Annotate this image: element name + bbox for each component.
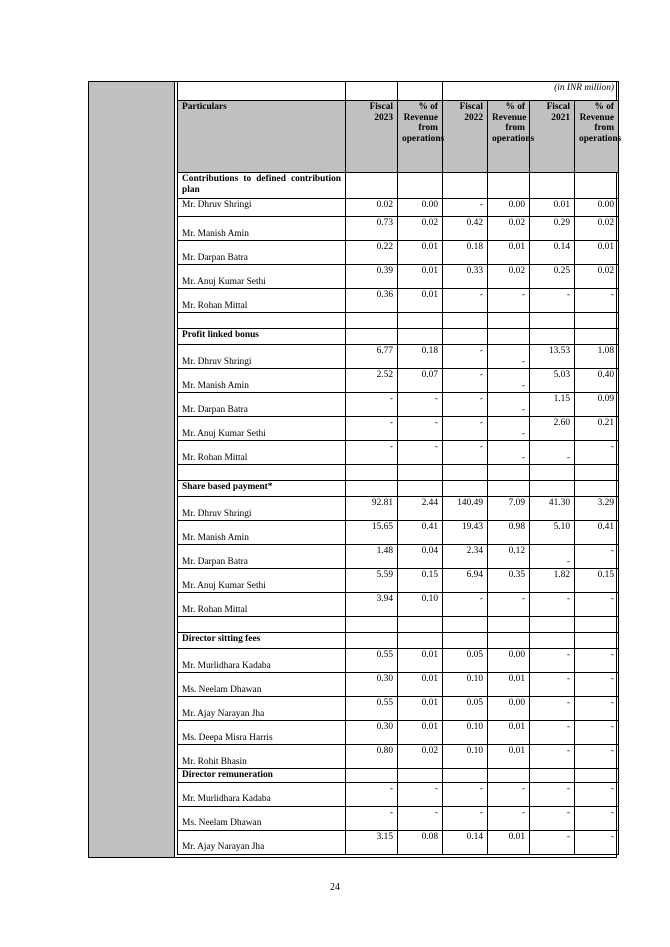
value-cell: 0.01	[488, 673, 530, 697]
value-cell: -	[488, 593, 530, 617]
value-cell: 0.01	[575, 241, 619, 265]
row-label: Mr. Rohan Mittal	[178, 593, 346, 617]
table-row	[178, 417, 619, 441]
row-label: Mr. Darpan Batra	[178, 241, 346, 265]
row-label: Mr. Murlidhara Kadaba	[178, 782, 346, 806]
value-cell: 0.22	[346, 241, 398, 265]
table-row	[178, 199, 619, 217]
value-cell: 0.10	[398, 593, 443, 617]
value-cell: 0.18	[443, 241, 488, 265]
value-cell: 0.01	[530, 199, 575, 217]
header-fiscal-2022: Fiscal 2022	[443, 101, 488, 173]
value-cell: 1.08	[575, 345, 619, 369]
value-cell: 0.00	[488, 199, 530, 217]
value-cell: 0.73	[346, 217, 398, 241]
value-cell: 2.34	[443, 545, 488, 569]
value-cell: -	[575, 721, 619, 745]
value-cell: 0.10	[443, 721, 488, 745]
value-cell: 1.48	[346, 545, 398, 569]
value-cell: 0.35	[488, 569, 530, 593]
value-cell: 0.30	[346, 673, 398, 697]
value-cell: 6.77	[346, 345, 398, 369]
value-cell: -	[575, 782, 619, 806]
value-cell: 0.01	[398, 265, 443, 289]
row-label: Mr. Rohit Bhasin	[178, 745, 346, 769]
value-cell: -	[488, 393, 530, 417]
value-cell: -	[575, 830, 619, 854]
value-cell: 0.18	[398, 345, 443, 369]
value-cell: 3.29	[575, 497, 619, 521]
value-cell: 0.02	[575, 265, 619, 289]
value-cell: -	[398, 806, 443, 830]
value-cell: -	[443, 289, 488, 313]
value-cell: 41.30	[530, 497, 575, 521]
value-cell: -	[575, 593, 619, 617]
value-cell: -	[575, 545, 619, 569]
value-cell: -	[488, 369, 530, 393]
value-cell: -	[530, 649, 575, 673]
row-label: Mr. Ajay Narayan Jha	[178, 697, 346, 721]
section-title: Profit linked bonus	[178, 329, 346, 345]
row-label: Mr. Ajay Narayan Jha	[178, 830, 346, 854]
table-row	[178, 569, 619, 593]
value-cell: 0.41	[398, 521, 443, 545]
section-title-row	[178, 481, 619, 497]
row-label: Mr. Manish Amin	[178, 217, 346, 241]
value-cell: 0.33	[443, 265, 488, 289]
value-cell: 0.01	[398, 241, 443, 265]
value-cell: 0.12	[488, 545, 530, 569]
value-cell: 0.04	[398, 545, 443, 569]
value-cell: 0.07	[398, 369, 443, 393]
value-cell: 140.49	[443, 497, 488, 521]
header-pct-2022: % of Revenue from operations	[488, 101, 530, 173]
table-row	[178, 289, 619, 313]
row-label: Mr. Darpan Batra	[178, 545, 346, 569]
value-cell: 5.10	[530, 521, 575, 545]
spacer-row	[178, 465, 619, 481]
value-cell: 0.15	[575, 569, 619, 593]
table-row	[178, 649, 619, 673]
row-label: Mr. Murlidhara Kadaba	[178, 649, 346, 673]
row-label: Ms. Neelam Dhawan	[178, 806, 346, 830]
value-cell: 0.10	[443, 673, 488, 697]
value-cell: 0.01	[398, 673, 443, 697]
value-cell: -	[443, 593, 488, 617]
value-cell: 19.43	[443, 521, 488, 545]
table-row	[178, 393, 619, 417]
value-cell: 2.60	[530, 417, 575, 441]
related-party-table	[177, 81, 622, 855]
value-cell: 5.03	[530, 369, 575, 393]
value-cell: -	[488, 782, 530, 806]
value-cell: 0.80	[346, 745, 398, 769]
value-cell: 0.30	[346, 721, 398, 745]
value-cell: 2.44	[398, 497, 443, 521]
value-cell: 0.01	[398, 649, 443, 673]
value-cell: -	[488, 441, 530, 465]
value-cell: -	[398, 782, 443, 806]
section-title-row	[178, 173, 619, 199]
value-cell: 0.14	[530, 241, 575, 265]
value-cell: 0.01	[488, 721, 530, 745]
value-cell: -	[443, 806, 488, 830]
row-label: Mr. Anuj Kumar Sethi	[178, 265, 346, 289]
value-cell: 0.05	[443, 649, 488, 673]
value-cell: 0.55	[346, 697, 398, 721]
table-row	[178, 806, 619, 830]
page-number: 24	[330, 882, 340, 893]
value-cell: 0.02	[575, 217, 619, 241]
value-cell: 0.40	[575, 369, 619, 393]
value-cell: 0.29	[530, 217, 575, 241]
value-cell: 0.00	[398, 199, 443, 217]
value-cell: 0.01	[488, 241, 530, 265]
value-cell: -	[398, 393, 443, 417]
value-cell: 0.39	[346, 265, 398, 289]
section-title-row	[178, 769, 619, 783]
value-cell: 0.05	[443, 697, 488, 721]
value-cell: 92.81	[346, 497, 398, 521]
header-pct-2021: % of Revenue from operations	[575, 101, 619, 173]
spacer-row	[178, 617, 619, 633]
value-cell: -	[443, 441, 488, 465]
row-label: Mr. Rohan Mittal	[178, 441, 346, 465]
value-cell: -	[488, 417, 530, 441]
value-cell: 7.09	[488, 497, 530, 521]
value-cell: -	[575, 697, 619, 721]
value-cell: 0.14	[443, 830, 488, 854]
value-cell: 0.98	[488, 521, 530, 545]
value-cell: 13.53	[530, 345, 575, 369]
value-cell: 0.02	[346, 199, 398, 217]
section-title-row	[178, 329, 619, 345]
row-label: Mr. Dhruv Shringi	[178, 345, 346, 369]
table-row	[178, 441, 619, 465]
table-row	[178, 265, 619, 289]
value-cell: 6.94	[443, 569, 488, 593]
value-cell: -	[443, 393, 488, 417]
value-cell: 0.08	[398, 830, 443, 854]
value-cell: 0.15	[398, 569, 443, 593]
value-cell: 0.01	[398, 289, 443, 313]
value-cell: 0.42	[443, 217, 488, 241]
value-cell: -	[530, 782, 575, 806]
row-label: Mr. Anuj Kumar Sethi	[178, 569, 346, 593]
row-label: Ms. Neelam Dhawan	[178, 673, 346, 697]
row-label: Mr. Manish Amin	[178, 369, 346, 393]
header-pct-2023: % of Revenue from operations	[398, 101, 443, 173]
value-cell: 1.82	[530, 569, 575, 593]
table-row	[178, 497, 619, 521]
value-cell: -	[530, 830, 575, 854]
value-cell: -	[530, 673, 575, 697]
value-cell: 3.94	[346, 593, 398, 617]
value-cell: -	[530, 697, 575, 721]
value-cell: 0.01	[398, 697, 443, 721]
value-cell: -	[398, 441, 443, 465]
value-cell: 0.09	[575, 393, 619, 417]
table-row	[178, 673, 619, 697]
value-cell: -	[575, 673, 619, 697]
section-title: Director remuneration	[178, 769, 346, 783]
value-cell: -	[346, 806, 398, 830]
value-cell: -	[346, 417, 398, 441]
value-cell: -	[575, 649, 619, 673]
value-cell: 0.36	[346, 289, 398, 313]
table-row	[178, 830, 619, 854]
value-cell: 0.10	[443, 745, 488, 769]
table-row	[178, 241, 619, 265]
row-label: Ms. Deepa Misra Harris	[178, 721, 346, 745]
value-cell: -	[443, 345, 488, 369]
table-row	[178, 782, 619, 806]
header-row	[178, 101, 619, 173]
value-cell: 2.52	[346, 369, 398, 393]
value-cell: -	[488, 345, 530, 369]
value-cell: 0.21	[575, 417, 619, 441]
value-cell: 0.01	[398, 721, 443, 745]
row-label: Mr. Manish Amin	[178, 521, 346, 545]
value-cell: 15.65	[346, 521, 398, 545]
table-row	[178, 745, 619, 769]
value-cell: 0.02	[398, 217, 443, 241]
section-title: Director sitting fees	[178, 633, 346, 649]
value-cell: -	[398, 417, 443, 441]
value-cell: -	[575, 806, 619, 830]
table-row	[178, 721, 619, 745]
value-cell: 0.01	[488, 830, 530, 854]
value-cell: -	[346, 393, 398, 417]
value-cell: -	[530, 441, 575, 465]
value-cell: 0.02	[488, 265, 530, 289]
section-title-row	[178, 633, 619, 649]
value-cell: -	[530, 289, 575, 313]
row-label: Mr. Dhruv Shringi	[178, 199, 346, 217]
value-cell: -	[530, 593, 575, 617]
unit-note: (in INR million)	[443, 82, 619, 101]
value-cell: 0.02	[488, 217, 530, 241]
section-title: Contributions to defined contribution plan	[178, 173, 346, 199]
value-cell: 0.00	[488, 649, 530, 673]
value-cell: -	[346, 782, 398, 806]
header-fiscal-2023: Fiscal 2023	[346, 101, 398, 173]
value-cell: 3.15	[346, 830, 398, 854]
value-cell: 1.15	[530, 393, 575, 417]
value-cell: -	[443, 199, 488, 217]
row-label: Mr. Anuj Kumar Sethi	[178, 417, 346, 441]
value-cell: -	[530, 806, 575, 830]
value-cell: -	[575, 289, 619, 313]
table-frame	[88, 81, 622, 858]
left-gray-column	[89, 82, 175, 857]
value-cell: 0.01	[488, 745, 530, 769]
value-cell: -	[488, 289, 530, 313]
value-cell: 5.59	[346, 569, 398, 593]
table-row	[178, 521, 619, 545]
table-row	[178, 217, 619, 241]
table-row	[178, 593, 619, 617]
value-cell: 0.41	[575, 521, 619, 545]
table-row	[178, 545, 619, 569]
value-cell: 0.25	[530, 265, 575, 289]
value-cell: -	[530, 745, 575, 769]
value-cell: -	[575, 745, 619, 769]
value-cell: -	[530, 545, 575, 569]
value-cell: -	[346, 441, 398, 465]
unit-row	[178, 82, 619, 101]
table-row	[178, 697, 619, 721]
value-cell: -	[443, 782, 488, 806]
value-cell: 0.00	[575, 199, 619, 217]
row-label: Mr. Darpan Batra	[178, 393, 346, 417]
value-cell: 0.00	[488, 697, 530, 721]
section-title: Share based payment*	[178, 481, 346, 497]
value-cell: -	[488, 806, 530, 830]
table-row	[178, 369, 619, 393]
table-row	[178, 345, 619, 369]
row-label: Mr. Rohan Mittal	[178, 289, 346, 313]
value-cell: -	[443, 417, 488, 441]
row-label: Mr. Dhruv Shringi	[178, 497, 346, 521]
value-cell: -	[575, 441, 619, 465]
value-cell: 0.02	[398, 745, 443, 769]
header-particulars: Particulars	[178, 101, 346, 173]
spacer-row	[178, 313, 619, 329]
value-cell: 0.55	[346, 649, 398, 673]
value-cell: -	[443, 369, 488, 393]
value-cell: -	[530, 721, 575, 745]
header-fiscal-2021: Fiscal 2021	[530, 101, 575, 173]
